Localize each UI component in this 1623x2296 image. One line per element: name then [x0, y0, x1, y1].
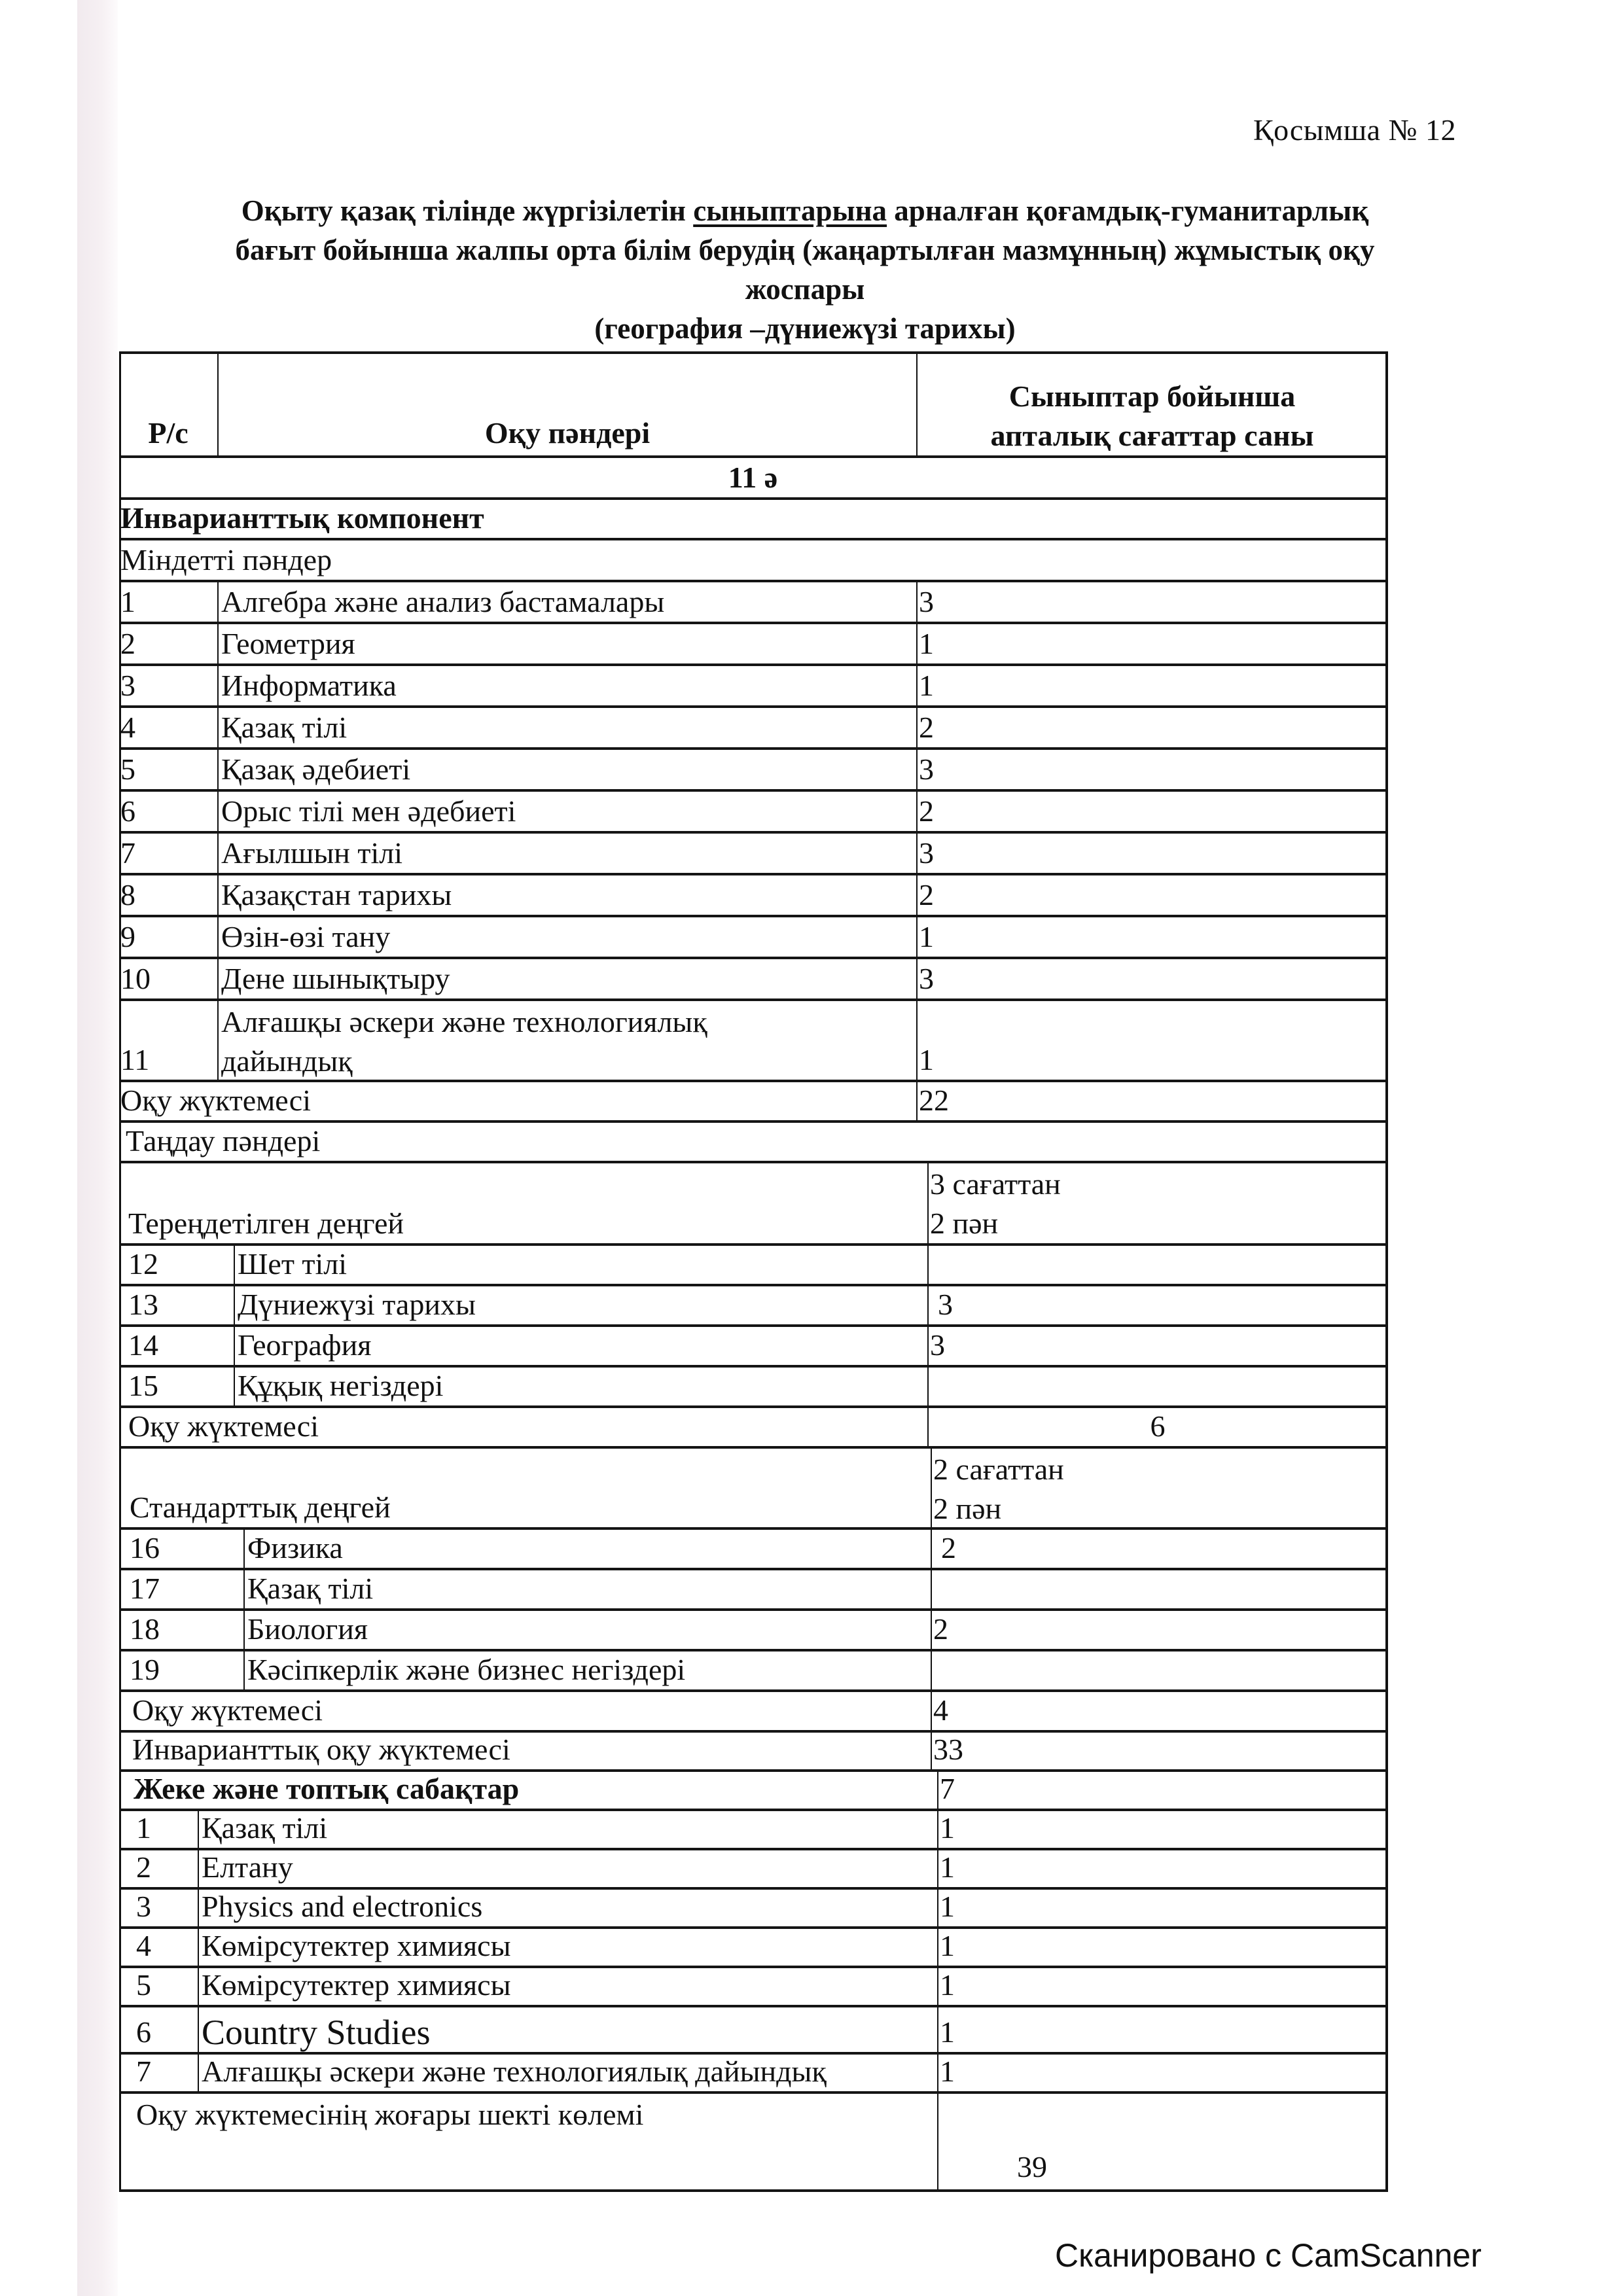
row-number: 18 [130, 1612, 160, 1646]
weekly-hours: 3 [927, 1286, 1387, 1324]
mandatory-label: Міндетті пәндер [120, 543, 332, 576]
weekly-hours [927, 1368, 1387, 1405]
table-row [119, 750, 1387, 792]
title-line-3: жоспары [745, 273, 865, 306]
subject-name: География [234, 1327, 927, 1365]
row-number: 13 [128, 1288, 158, 1321]
table-header-row [119, 351, 1387, 458]
title-line-2: бағыт бойынша жалпы орта білім берудің (жаңартылған мазмұнның) жұмыстық оқу [235, 234, 1375, 266]
row-number: 14 [128, 1328, 158, 1362]
elective-label: Таңдау пәндері [126, 1124, 321, 1157]
class-row [119, 458, 1387, 500]
standard-load-row [119, 1692, 1387, 1733]
weekly-hours: 2 [916, 792, 1387, 831]
subject-name: Геометрия [217, 624, 916, 663]
load-label: Оқу жүктемесі [132, 1693, 323, 1727]
invariant-load-row [119, 1733, 1387, 1772]
subject-name: Құқық негіздері [234, 1368, 927, 1405]
row-number: 3 [136, 1890, 151, 1923]
subject-name: Қазақ әдебиеті [217, 750, 916, 789]
table-row [119, 582, 1387, 624]
subject-name: Дүниежүзі тарихы [234, 1286, 927, 1324]
table-row [119, 1001, 1387, 1082]
row-number: 16 [130, 1531, 160, 1564]
advanced-level-row [119, 1163, 1387, 1246]
row-number: 19 [130, 1653, 160, 1686]
weekly-hours: 2 [916, 875, 1387, 915]
header-num: Р/с [148, 416, 188, 450]
subject-name: Кәсіпкерлік және бизнес негіздері [243, 1651, 931, 1689]
load-hours: 4 [931, 1692, 1387, 1730]
weekly-hours: 1 [937, 2055, 1387, 2091]
table-row [119, 624, 1387, 666]
table-row [119, 959, 1387, 1001]
weekly-hours: 3 [916, 959, 1387, 998]
weekly-hours [927, 1246, 1387, 1284]
weekly-hours: 1 [937, 1811, 1387, 1848]
subject-name: Дене шынықтыру [217, 959, 916, 998]
weekly-hours [931, 1570, 1387, 1608]
row-number: 1 [136, 1811, 151, 1845]
row-number: 6 [120, 794, 135, 828]
row-number: 12 [128, 1247, 158, 1280]
mandatory-load-row [119, 1082, 1387, 1123]
class-label: 11 ә [728, 461, 778, 494]
advanced-load-row [119, 1408, 1387, 1449]
header-hours: Сыныптар бойынша апталық сағаттар саны [916, 354, 1387, 455]
advanced-note: 3 сағаттан 2 пән [927, 1163, 1387, 1243]
subject-name: Қазақ тілі [243, 1570, 931, 1608]
header-subject: Оқу пәндері [217, 354, 916, 455]
camscanner-watermark: Сканировано с CamScanner [1055, 2237, 1482, 2274]
subject-name: Көмірсутектер химиясы [198, 1929, 937, 1966]
table-row [119, 875, 1387, 917]
row-number: 17 [130, 1572, 160, 1605]
table-row [119, 1286, 1387, 1327]
table-row [119, 1811, 1387, 1850]
elective-label-row [119, 1123, 1387, 1163]
weekly-hours: 1 [937, 1890, 1387, 1926]
table-row [119, 1850, 1387, 1890]
invariant-row [119, 500, 1387, 540]
table-row [119, 1327, 1387, 1368]
row-number: 7 [120, 836, 135, 870]
load-hours: 33 [931, 1733, 1387, 1769]
table-row [119, 708, 1387, 750]
row-number: 15 [128, 1369, 158, 1402]
subject-name: Информатика [217, 666, 916, 705]
weekly-hours [931, 1651, 1387, 1689]
weekly-hours: 1 [916, 917, 1387, 957]
subject-name: Қазақ тілі [217, 708, 916, 747]
weekly-hours: 1 [916, 624, 1387, 663]
table-row [119, 1368, 1387, 1408]
max-load-label: Оқу жүктемесінің жоғары шекті көлемі [136, 2098, 644, 2131]
appendix-label: Қосымша № 12 [1253, 113, 1456, 147]
subject-name: Алғашқы әскери және технологиялық дайындық [198, 2055, 937, 2091]
max-load-row [119, 2094, 1387, 2192]
title-line-4: (география –дүниежүзі тарихы) [594, 312, 1016, 345]
row-number: 7 [136, 2055, 151, 2088]
subject-name: Қазақстан тарихы [217, 875, 916, 915]
subject-name: Көмірсутектер химиясы [198, 1968, 937, 2005]
subject-name: Елтану [198, 1850, 937, 1887]
advanced-label: Тереңдетілген деңгей [128, 1207, 404, 1240]
table-row [119, 2055, 1387, 2094]
mandatory-label-row [119, 540, 1387, 582]
row-number: 2 [136, 1850, 151, 1884]
table-row [119, 1929, 1387, 1968]
load-label: Инварианттық оқу жүктемесі [132, 1733, 510, 1766]
table-row [119, 2007, 1387, 2055]
row-number: 4 [136, 1929, 151, 1962]
subject-name: Physics and electronics [198, 1890, 937, 1926]
load-label: Оқу жүктемесі [128, 1409, 319, 1443]
weekly-hours: 3 [927, 1327, 1387, 1365]
weekly-hours: 2 [931, 1611, 1387, 1649]
weekly-hours: 2 [916, 708, 1387, 747]
max-load-hours: 39 [937, 2094, 1387, 2189]
row-number: 4 [120, 711, 135, 744]
weekly-hours: 3 [916, 582, 1387, 622]
weekly-hours: 1 [937, 1929, 1387, 1966]
individual-label: Жеке және топтық сабақтар [134, 1772, 520, 1805]
weekly-hours: 1 [937, 1850, 1387, 1887]
row-number: 1 [120, 585, 135, 618]
individual-lessons-row [119, 1772, 1387, 1811]
table-row [119, 1570, 1387, 1611]
standard-label: Стандарттық деңгей [130, 1491, 391, 1524]
table-row [119, 1651, 1387, 1692]
load-hours: 6 [927, 1408, 1387, 1446]
table-row [119, 917, 1387, 959]
table-row [119, 666, 1387, 708]
weekly-hours: 1 [937, 2007, 1387, 2052]
standard-note: 2 сағаттан 2 пән [931, 1449, 1387, 1527]
row-number: 8 [120, 878, 135, 911]
load-label: Оқу жүктемесі [120, 1084, 311, 1117]
load-hours: 22 [916, 1082, 1387, 1120]
subject-name: Қазақ тілі [198, 1811, 937, 1848]
subject-name: Шет тілі [234, 1246, 927, 1284]
subject-name: Ағылшын тілі [217, 834, 916, 873]
table-row [119, 1530, 1387, 1570]
title-underlined-word: сыныптарына [693, 194, 887, 227]
table-row [119, 834, 1387, 875]
subject-name: Алғашқы әскери және технологиялық дайындық [217, 1001, 916, 1080]
table-row [119, 792, 1387, 834]
individual-hours: 7 [937, 1772, 1387, 1809]
weekly-hours: 3 [916, 834, 1387, 873]
subject-name: Country Studies [198, 2007, 937, 2052]
weekly-hours: 2 [931, 1530, 1387, 1568]
row-number: 9 [120, 920, 135, 953]
subject-name: Биология [243, 1611, 931, 1649]
subject-name: Алгебра және анализ бастамалары [217, 582, 916, 622]
table-row [119, 1968, 1387, 2007]
row-number: 6 [136, 2015, 151, 2049]
weekly-hours: 1 [937, 1968, 1387, 2005]
weekly-hours: 1 [916, 1001, 1387, 1080]
table-row [119, 1890, 1387, 1929]
invariant-label: Инварианттық компонент [120, 501, 484, 535]
subject-name: Өзін-өзі тану [217, 917, 916, 957]
subject-name: Орыс тілі мен әдебиеті [217, 792, 916, 831]
row-number: 2 [120, 627, 135, 660]
table-row [119, 1246, 1387, 1286]
row-number: 5 [120, 752, 135, 786]
row-number: 3 [120, 669, 135, 702]
row-number: 5 [136, 1968, 151, 2002]
subject-name: Физика [243, 1530, 931, 1568]
weekly-hours: 1 [916, 666, 1387, 705]
weekly-hours: 3 [916, 750, 1387, 789]
row-number: 11 [120, 1043, 150, 1076]
standard-level-row [119, 1449, 1387, 1530]
title-line-1: Оқыту қазақ тілінде жүргізілетін сыныптарына арналған қоғамдық-гуманитарлық [241, 194, 1369, 227]
table-row [119, 1611, 1387, 1651]
row-number: 10 [120, 962, 151, 995]
